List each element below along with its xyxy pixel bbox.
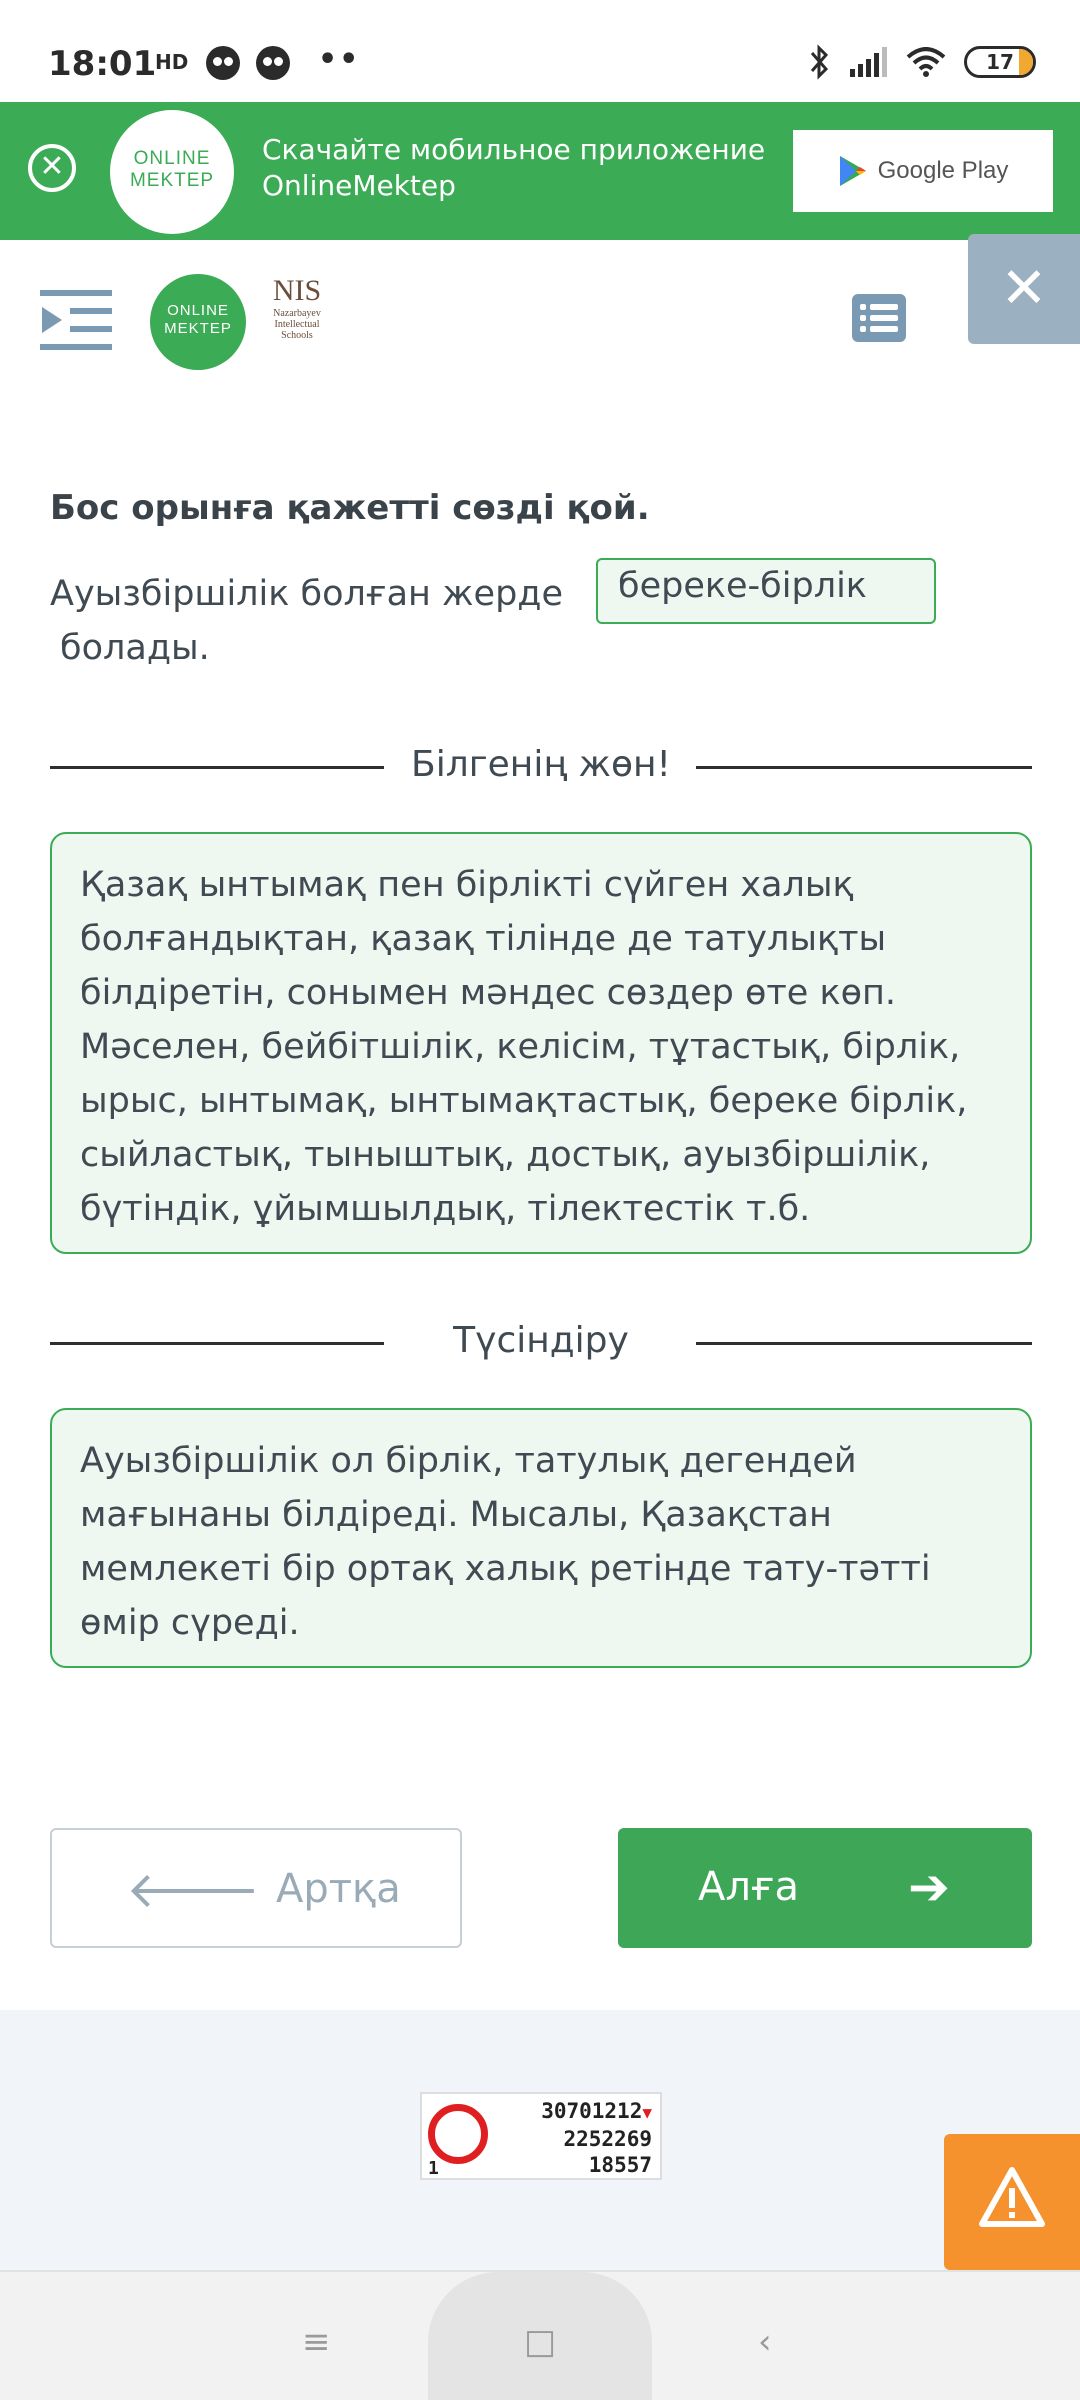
notification-skull-icon (256, 46, 290, 80)
did-you-know-title: Білгенің жөн! (411, 744, 671, 785)
back-button[interactable] (50, 1828, 462, 1948)
battery-level: 17 (986, 50, 1014, 74)
more-notifications-icon: •• (318, 42, 361, 77)
logo-line2: MEKTEP (129, 170, 215, 191)
battery-icon (964, 46, 1036, 78)
nis-sub1: Nazarbayev (273, 308, 321, 319)
online-mektep-logo (110, 110, 234, 234)
close-task-button[interactable]: ✕ (968, 234, 1080, 344)
wifi-icon (906, 47, 946, 77)
explanation-divider (50, 1318, 1032, 1368)
promo-line2: OnlineMektep (262, 169, 456, 202)
app-promo-banner (0, 102, 1080, 240)
triangle-down-icon: ▼ (642, 2103, 652, 2122)
promo-text (262, 132, 772, 204)
question-title: Бос орынға қажетті сөзді қой. (50, 488, 650, 528)
status-time: 18:01 (48, 44, 157, 84)
back-nav-icon[interactable]: ‹ (758, 2322, 772, 2362)
system-navigation-bar (0, 2270, 1080, 2400)
counter-month: 2252269 (563, 2127, 652, 2151)
arrow-right-icon: ➔ (908, 1858, 950, 1916)
recent-apps-icon[interactable]: ≡ (302, 2322, 331, 2362)
app-header (0, 240, 1080, 390)
counter-corner-number: 1 (428, 2158, 439, 2179)
google-play-label: Google Play (877, 157, 1009, 184)
nis-sub2: Intellectual (274, 319, 320, 330)
task-list-button[interactable] (852, 294, 906, 342)
home-icon[interactable]: □ (524, 2322, 557, 2362)
next-button[interactable] (618, 1828, 1032, 1948)
did-you-know-box: Қазақ ынтымақ пен бірлікті сүйген халық болғандықтан, қазақ тілінде де татулықты білдіретін, сонымен мәндес сөздер өте көп. Мәселен, бейбітшілік, келісім, тұтастық, бірлік, ырыс, ынтымақ, ынтымақтастық, береке бірлік, сыйластық, тыныштық, достық, ауызбіршілік, бүтіндік, ұйымшылдық, тілектестік т.б. (50, 832, 1032, 1254)
menu-button[interactable] (40, 290, 112, 350)
warning-icon (978, 2166, 1046, 2228)
online-mektep-logo (150, 274, 246, 370)
did-you-know-divider (50, 742, 1032, 792)
close-banner-button[interactable]: ✕ (28, 144, 76, 192)
signal-icon (848, 47, 888, 77)
google-play-button[interactable] (793, 130, 1053, 212)
notification-skull-icon (206, 46, 240, 80)
explanation-box: Ауызбіршілік ол бірлік, татулық дегендей мағынаны білдіреді. Мысалы, Қазақстан мемлекеті бір ортақ халық ретінде тату-тәтті өмір сүреді. (50, 1408, 1032, 1668)
sentence-start: Ауызбіршілік болған жерде (50, 574, 564, 614)
promo-line1: Скачайте мобильное приложение (262, 133, 766, 166)
arrow-left-icon: 🡐 (126, 1861, 261, 1919)
nis-title: NIS (272, 274, 322, 307)
bluetooth-icon (808, 44, 830, 80)
counter-ring-icon (428, 2104, 488, 2164)
logo-line2: MEKTEP (164, 320, 232, 337)
status-bar (0, 0, 1080, 102)
nis-logo (252, 274, 342, 370)
menu-arrow-icon (40, 305, 64, 335)
counter-today: 18557 (588, 2153, 652, 2177)
hd-icon: HD (155, 50, 189, 74)
visit-counter (420, 2092, 662, 2180)
counter-total: 30701212 (541, 2099, 643, 2123)
google-play-icon (838, 154, 868, 188)
task-content (0, 390, 1080, 2010)
sentence-end: болады. (60, 628, 210, 668)
next-label: Алға (698, 1864, 800, 1910)
answer-field[interactable]: береке-бірлік (596, 558, 936, 624)
back-label: Артқа (276, 1866, 401, 1912)
nis-sub3: Schools (281, 330, 313, 341)
logo-line1: ONLINE (167, 302, 229, 319)
report-problem-button[interactable] (944, 2134, 1080, 2270)
logo-line1: ONLINE (133, 148, 211, 169)
explanation-title: Түсіндіру (453, 1320, 629, 1361)
